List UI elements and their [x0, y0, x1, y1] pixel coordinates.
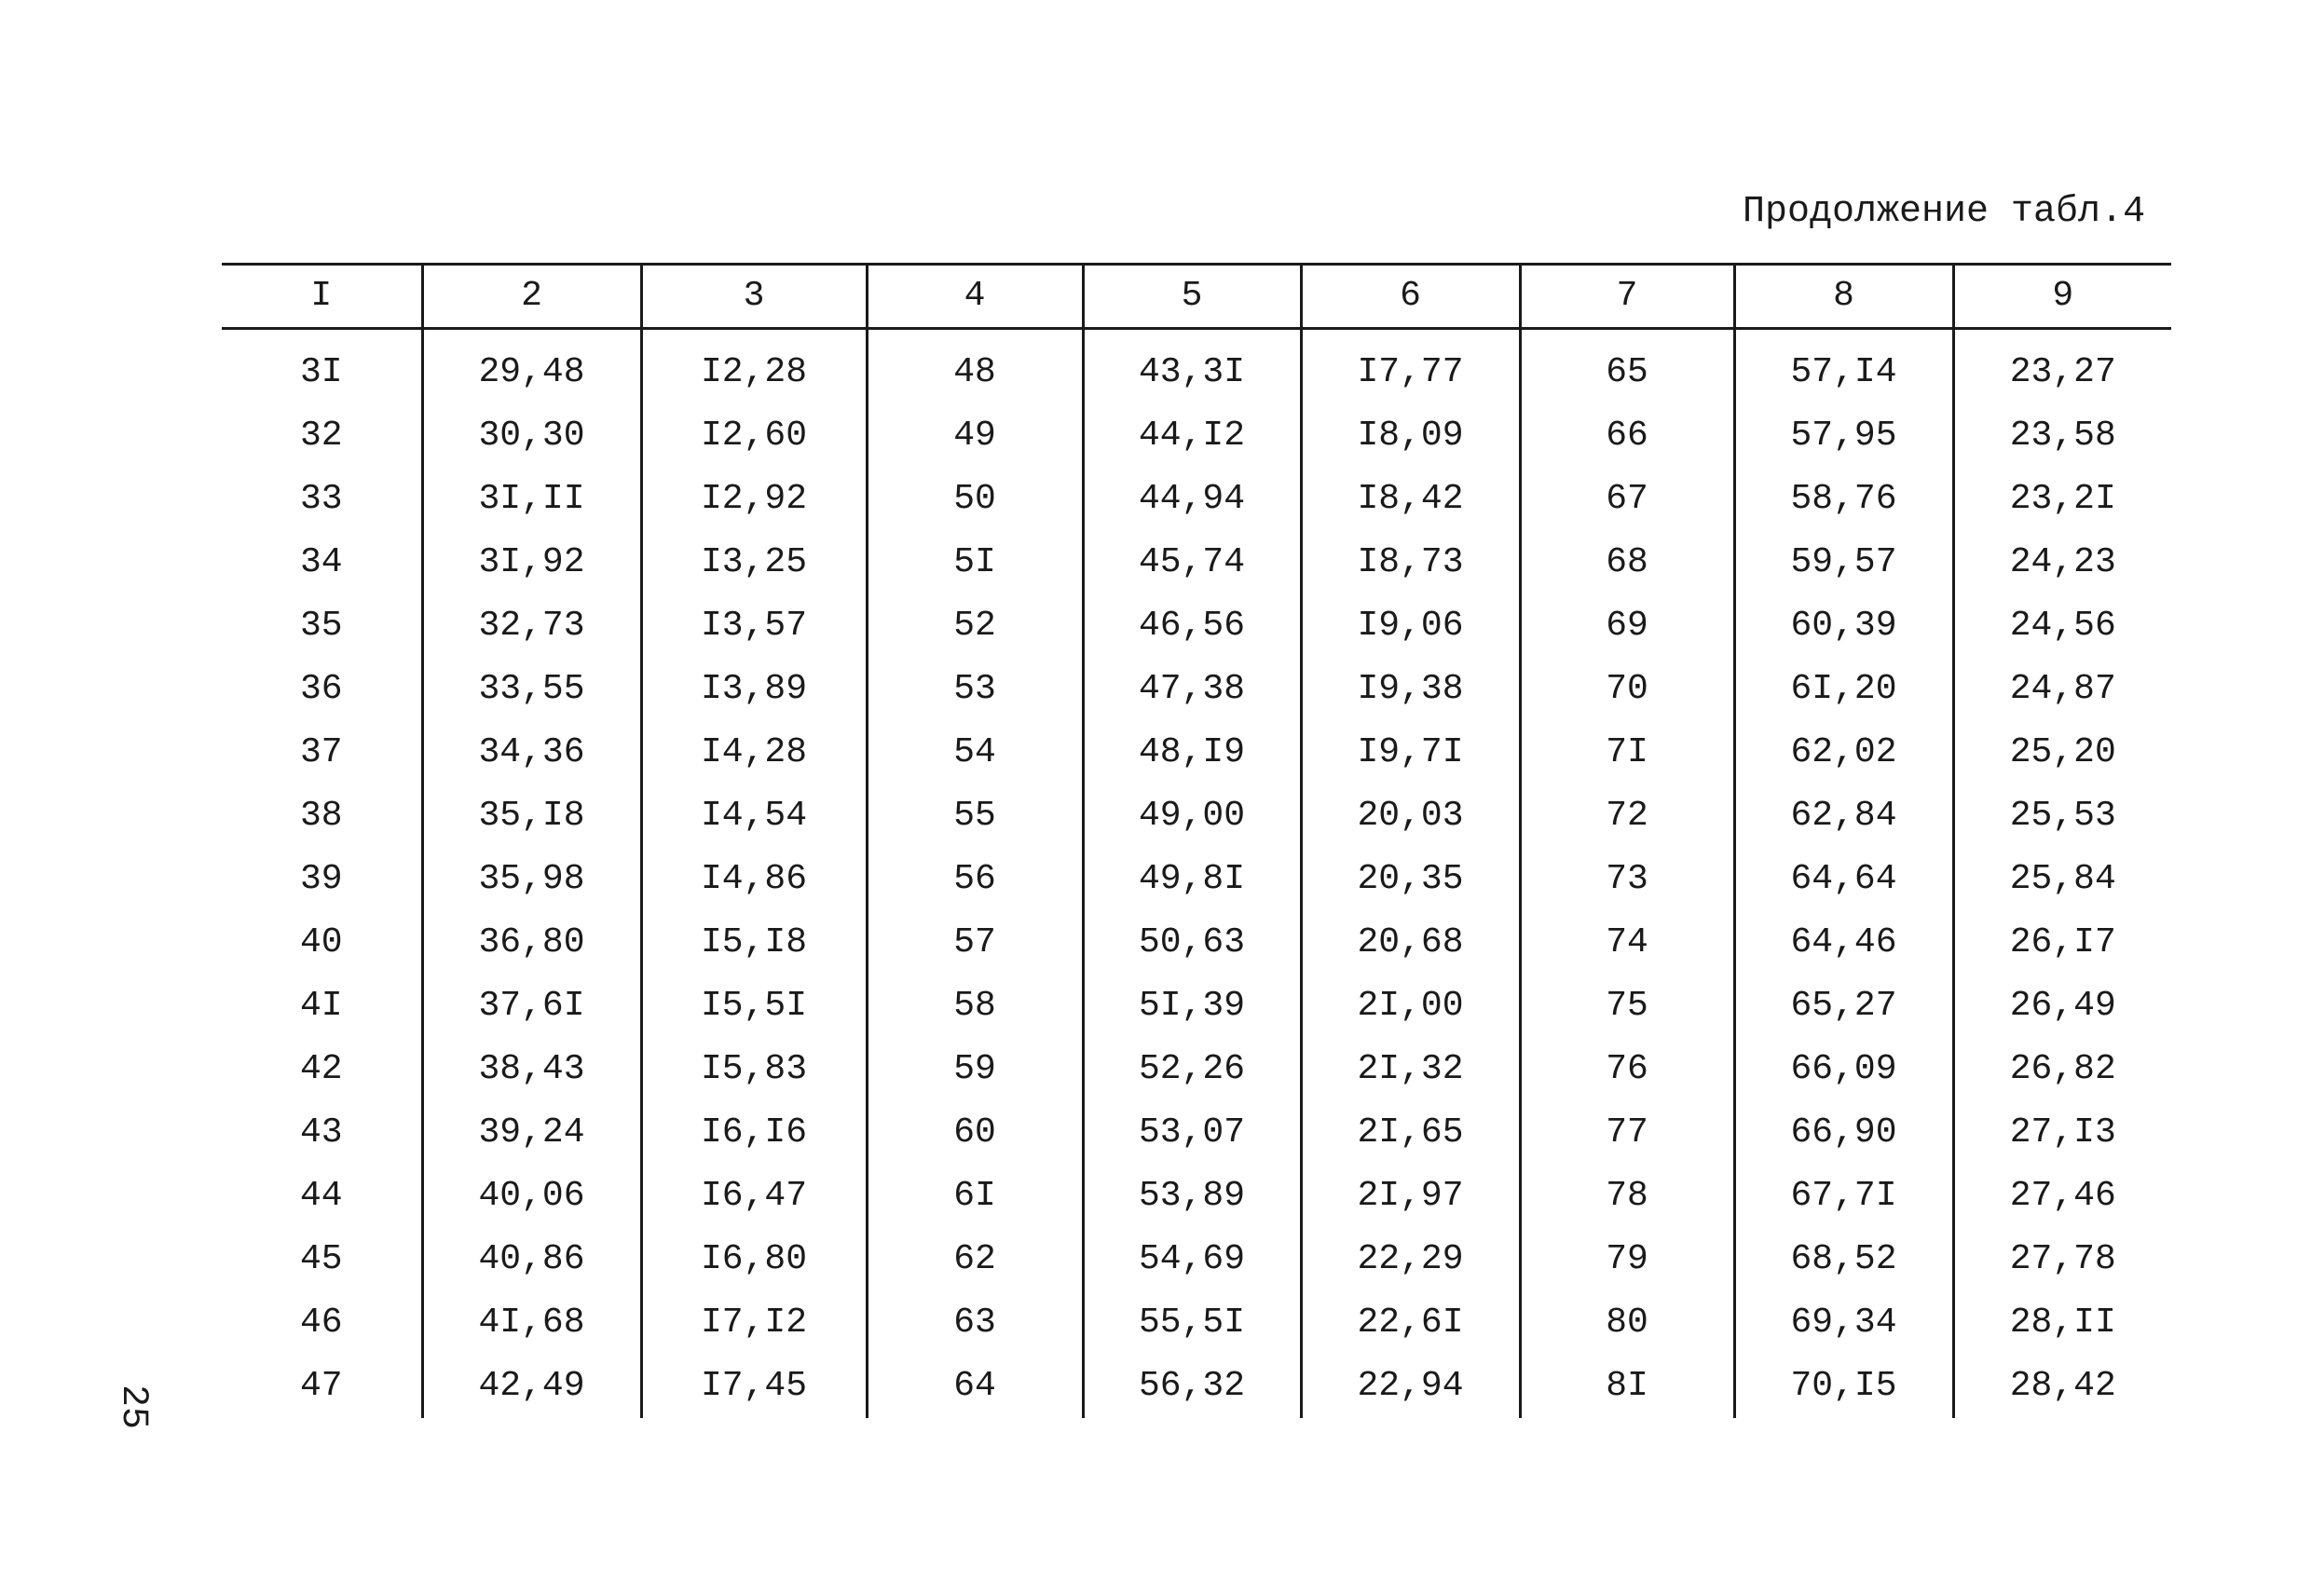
table-cell: 35,98: [422, 848, 641, 911]
table-cell: 22,29: [1301, 1228, 1520, 1291]
table-cell: 8I: [1520, 1355, 1734, 1418]
table-cell: 33,55: [422, 658, 641, 721]
table-cell: 28,42: [1953, 1355, 2171, 1418]
table-cell: 3I,II: [422, 468, 641, 531]
table-cell: 22,6I: [1301, 1291, 1520, 1355]
table-cell: 48,I9: [1083, 721, 1301, 784]
table-cell: 26,82: [1953, 1038, 2171, 1101]
table-cell: 64: [867, 1355, 1083, 1418]
table-cell: 44,I2: [1083, 404, 1301, 468]
header-row: [222, 265, 2171, 329]
table-cell: 62,02: [1734, 721, 1953, 784]
table-cell: 59: [867, 1038, 1083, 1101]
table-cell: 72: [1520, 784, 1734, 848]
table-cell: I3,89: [641, 658, 867, 721]
table-row: [222, 594, 2171, 658]
table-cell: 64,46: [1734, 911, 1953, 975]
table-cell: 44: [299, 1176, 343, 1216]
table-cell: I7,45: [641, 1355, 867, 1418]
table-cell: 43,3I: [1083, 329, 1301, 405]
column-header: 6: [1301, 265, 1520, 329]
table-cell: 22,94: [1301, 1355, 1520, 1418]
column-header: I: [310, 276, 333, 316]
table-cell: I6,80: [641, 1228, 867, 1291]
table-cell: 39,24: [422, 1101, 641, 1165]
table-cell: 49,8I: [1083, 848, 1301, 911]
table-cell: 53,89: [1083, 1165, 1301, 1228]
table-cell: I9,06: [1301, 594, 1520, 658]
table-cell: 48: [867, 329, 1083, 405]
table-cell: 70: [1520, 658, 1734, 721]
table-cell: 65: [1520, 329, 1734, 405]
table-cell: 27,78: [1953, 1228, 2171, 1291]
table-cell: 66: [1520, 404, 1734, 468]
column-header: 5: [1083, 265, 1301, 329]
table-cell: 53,07: [1083, 1101, 1301, 1165]
table-row: [222, 1038, 2171, 1101]
table-cell: 6I: [867, 1165, 1083, 1228]
table-cell: 35,I8: [422, 784, 641, 848]
table-cell: 58,76: [1734, 468, 1953, 531]
table-row: [222, 329, 2171, 405]
table-cell: I9,7I: [1301, 721, 1520, 784]
table-row: [222, 1291, 2171, 1355]
table-cell: I3,25: [641, 531, 867, 594]
table-cell: 62: [867, 1228, 1083, 1291]
table-cell: 67,7I: [1734, 1165, 1953, 1228]
table-cell: 25,20: [1953, 721, 2171, 784]
table-cell: 76: [1520, 1038, 1734, 1101]
column-header: 8: [1734, 265, 1953, 329]
table-cell: 24,87: [1953, 658, 2171, 721]
table-cell: 42: [299, 1049, 343, 1089]
table-cell: 27,46: [1953, 1165, 2171, 1228]
table-cell: 23,2I: [1953, 468, 2171, 531]
table-row: [222, 404, 2171, 468]
table-cell: 56,32: [1083, 1355, 1301, 1418]
table-cell: I9,38: [1301, 658, 1520, 721]
table-caption: Продолжение табл.4: [1743, 191, 2146, 233]
column-header: 2: [422, 265, 641, 329]
table-cell: I2,28: [641, 329, 867, 405]
data-table: [222, 263, 2171, 1418]
table-cell: 50,63: [1083, 911, 1301, 975]
table-cell: 77: [1520, 1101, 1734, 1165]
table-cell: 47,38: [1083, 658, 1301, 721]
table-cell: I4,28: [641, 721, 867, 784]
table-cell: 68,52: [1734, 1228, 1953, 1291]
table-cell: 73: [1520, 848, 1734, 911]
table-cell: 34: [299, 542, 343, 582]
table-cell: 42,49: [422, 1355, 641, 1418]
table-cell: 2I,32: [1301, 1038, 1520, 1101]
table-cell: 33: [299, 479, 343, 519]
table-cell: I4,54: [641, 784, 867, 848]
table-cell: 20,35: [1301, 848, 1520, 911]
table-row: [222, 848, 2171, 911]
table-cell: 29,48: [422, 329, 641, 405]
table-cell: 55,5I: [1083, 1291, 1301, 1355]
column-header: 9: [1953, 265, 2171, 329]
table-cell: 25,53: [1953, 784, 2171, 848]
table-cell: 24,23: [1953, 531, 2171, 594]
table-cell: 32,73: [422, 594, 641, 658]
table-row: [222, 911, 2171, 975]
data-table-container: [222, 263, 2171, 1418]
table-cell: 35: [299, 606, 343, 646]
table-body: [222, 329, 2171, 1419]
table-cell: I8,73: [1301, 531, 1520, 594]
table-cell: 54,69: [1083, 1228, 1301, 1291]
table-cell: 65,27: [1734, 975, 1953, 1038]
table-cell: 24,56: [1953, 594, 2171, 658]
table-cell: I2,60: [641, 404, 867, 468]
table-cell: 44,94: [1083, 468, 1301, 531]
table-cell: I5,83: [641, 1038, 867, 1101]
table-cell: 37,6I: [422, 975, 641, 1038]
table-cell: I8,09: [1301, 404, 1520, 468]
table-cell: 2I,65: [1301, 1101, 1520, 1165]
table-cell: 23,58: [1953, 404, 2171, 468]
table-cell: 32: [299, 416, 343, 456]
table-cell: 25,84: [1953, 848, 2171, 911]
table-cell: 70,I5: [1734, 1355, 1953, 1418]
table-cell: 46: [299, 1303, 343, 1343]
table-cell: 34,36: [422, 721, 641, 784]
table-row: [222, 1228, 2171, 1291]
table-cell: 50: [867, 468, 1083, 531]
page-number: 25: [112, 1384, 155, 1430]
table-cell: 56: [867, 848, 1083, 911]
table-cell: 67: [1520, 468, 1734, 531]
table-cell: 37: [299, 732, 343, 772]
table-cell: 23,27: [1953, 329, 2171, 405]
table-cell: I6,I6: [641, 1101, 867, 1165]
table-cell: 38,43: [422, 1038, 641, 1101]
table-cell: 49: [867, 404, 1083, 468]
table-row: [222, 721, 2171, 784]
table-row: [222, 1165, 2171, 1228]
table-cell: 57,I4: [1734, 329, 1953, 405]
table-cell: 36,80: [422, 911, 641, 975]
table-cell: I4,86: [641, 848, 867, 911]
table-cell: 7I: [1520, 721, 1734, 784]
table-cell: 79: [1520, 1228, 1734, 1291]
table-cell: 2I,00: [1301, 975, 1520, 1038]
table-cell: I8,42: [1301, 468, 1520, 531]
table-cell: 5I,39: [1083, 975, 1301, 1038]
table-cell: 54: [867, 721, 1083, 784]
table-cell: 2I,97: [1301, 1165, 1520, 1228]
table-cell: 52,26: [1083, 1038, 1301, 1101]
table-cell: 68: [1520, 531, 1734, 594]
table-cell: 4I,68: [422, 1291, 641, 1355]
table-cell: 40,06: [422, 1165, 641, 1228]
table-cell: 80: [1520, 1291, 1734, 1355]
table-cell: 30,30: [422, 404, 641, 468]
table-cell: 27,I3: [1953, 1101, 2171, 1165]
table-cell: 46,56: [1083, 594, 1301, 658]
table-cell: 20,68: [1301, 911, 1520, 975]
table-cell: 3I,92: [422, 531, 641, 594]
table-cell: 66,90: [1734, 1101, 1953, 1165]
table-row: [222, 531, 2171, 594]
table-row: [222, 1101, 2171, 1165]
table-cell: 40,86: [422, 1228, 641, 1291]
table-cell: 45: [299, 1239, 343, 1279]
table-cell: I2,92: [641, 468, 867, 531]
table-cell: I7,I2: [641, 1291, 867, 1355]
table-cell: 4I: [299, 986, 343, 1026]
table-cell: 66,09: [1734, 1038, 1953, 1101]
table-cell: I6,47: [641, 1165, 867, 1228]
table-cell: 55: [867, 784, 1083, 848]
table-row: [222, 1355, 2171, 1418]
table-cell: 57: [867, 911, 1083, 975]
table-cell: 39: [299, 859, 343, 899]
table-row: [222, 975, 2171, 1038]
column-header: 3: [641, 265, 867, 329]
table-row: [222, 784, 2171, 848]
table-cell: 6I,20: [1734, 658, 1953, 721]
table-cell: 69: [1520, 594, 1734, 658]
table-cell: 47: [299, 1366, 343, 1406]
table-row: [222, 658, 2171, 721]
table-cell: 74: [1520, 911, 1734, 975]
table-cell: 63: [867, 1291, 1083, 1355]
table-cell: 49,00: [1083, 784, 1301, 848]
table-cell: 60: [867, 1101, 1083, 1165]
table-cell: 52: [867, 594, 1083, 658]
table-cell: 38: [299, 796, 343, 836]
table-cell: 45,74: [1083, 531, 1301, 594]
table-cell: 57,95: [1734, 404, 1953, 468]
table-cell: I5,I8: [641, 911, 867, 975]
table-cell: 69,34: [1734, 1291, 1953, 1355]
table-cell: I5,5I: [641, 975, 867, 1038]
table-row: [222, 468, 2171, 531]
table-cell: 58: [867, 975, 1083, 1038]
table-cell: 43: [299, 1112, 343, 1153]
table-cell: 64,64: [1734, 848, 1953, 911]
table-cell: 26,I7: [1953, 911, 2171, 975]
table-cell: I7,77: [1301, 329, 1520, 405]
column-header: 7: [1520, 265, 1734, 329]
table-cell: 26,49: [1953, 975, 2171, 1038]
table-cell: 78: [1520, 1165, 1734, 1228]
table-cell: 62,84: [1734, 784, 1953, 848]
table-cell: 20,03: [1301, 784, 1520, 848]
table-cell: 5I: [867, 531, 1083, 594]
table-cell: 75: [1520, 975, 1734, 1038]
table-cell: 60,39: [1734, 594, 1953, 658]
table-cell: 36: [299, 669, 343, 709]
table-cell: 40: [299, 922, 343, 962]
table-cell: 59,57: [1734, 531, 1953, 594]
table-cell: 53: [867, 658, 1083, 721]
table-cell: I3,57: [641, 594, 867, 658]
table-cell: 28,II: [1953, 1291, 2171, 1355]
table-cell: 3I: [299, 352, 343, 392]
column-header: 4: [867, 265, 1083, 329]
